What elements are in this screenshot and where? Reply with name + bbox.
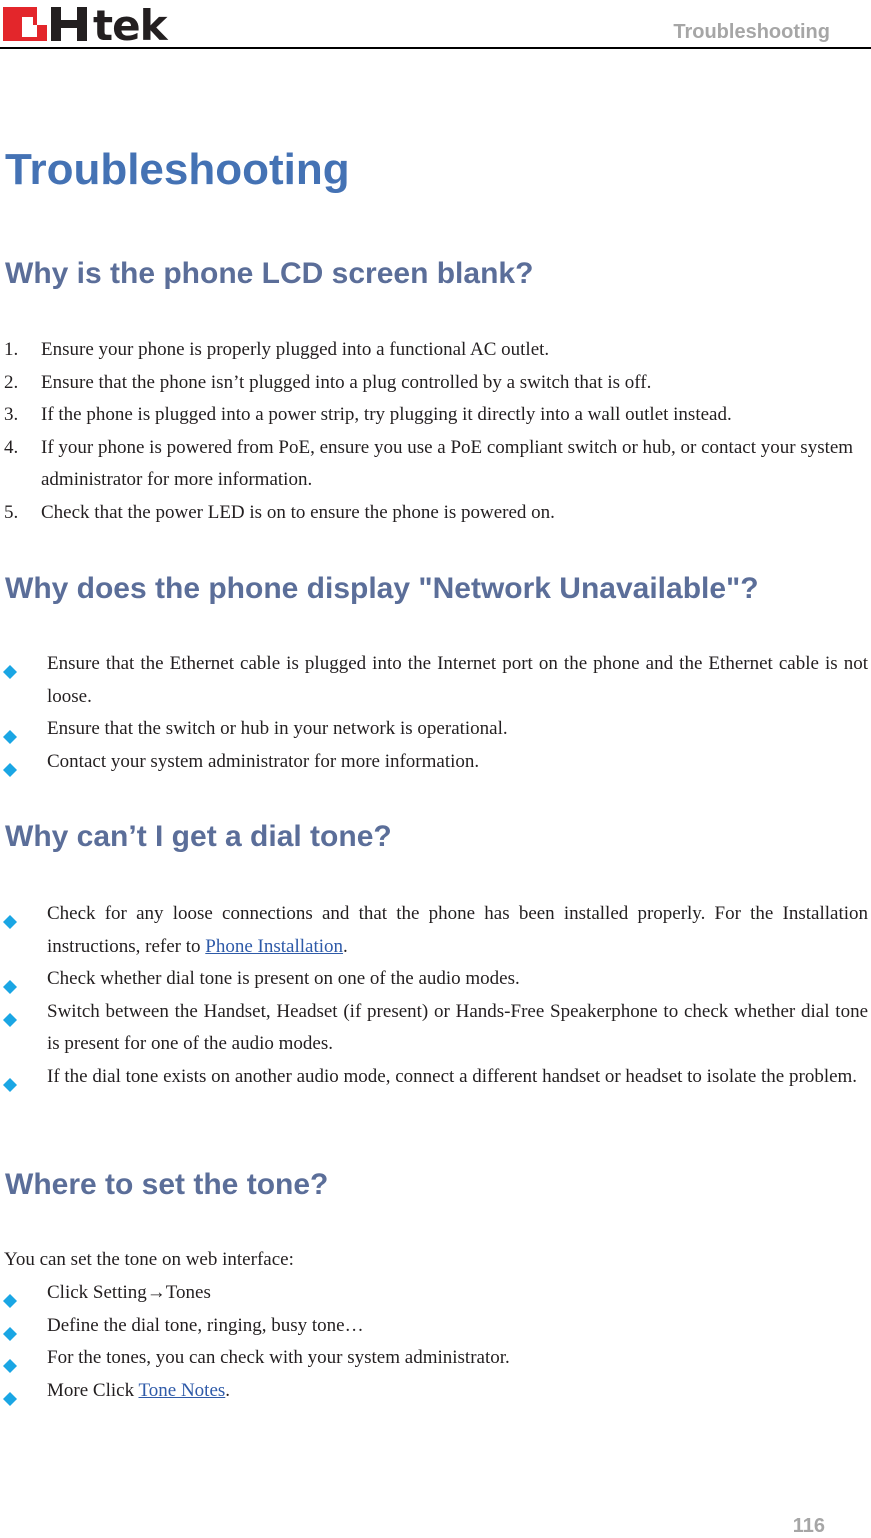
list-item: 1. Ensure your phone is properly plugged into a functional AC outlet. — [4, 339, 550, 360]
bullet-icon — [3, 1071, 17, 1085]
section-heading-lcd-blank: Why is the phone LCD screen blank? — [5, 257, 534, 290]
list-item: Define the dial tone, ringing, busy tone… — [0, 1310, 868, 1343]
page-title: Troubleshooting — [5, 145, 350, 194]
bullet-icon — [3, 908, 17, 922]
header-divider — [0, 47, 871, 49]
list-item: Click Setting→Tones — [0, 1277, 868, 1310]
section-heading-network-unavailable: Why does the phone display "Network Unavailable"? — [5, 572, 759, 605]
list-item: Ensure that the Ethernet cable is plugged into the Internet port on the phone and the Ethernet cable is not loose. — [0, 648, 868, 713]
page-header — [0, 0, 871, 50]
bullet-icon — [3, 1006, 17, 1020]
list-item: Ensure that the switch or hub in your network is operational. — [0, 713, 868, 746]
network-unavailable-tips — [0, 648, 868, 778]
arrow-right-icon: → — [146, 1282, 166, 1303]
htek-logo — [3, 5, 193, 43]
set-tone-intro: You can set the tone on web interface: — [4, 1249, 294, 1270]
header-section-title: Troubleshooting — [673, 21, 830, 43]
page-number: 116 — [792, 1515, 825, 1537]
list-item: 3. If the phone is plugged into a power strip, try plugging it directly into a wall outlet instead. — [4, 404, 732, 425]
list-item: For the tones, you can check with your system administrator. — [0, 1342, 868, 1375]
bullet-icon — [3, 1352, 17, 1366]
phone-installation-link[interactable]: Phone Installation — [205, 935, 344, 957]
bullet-icon — [3, 1287, 17, 1301]
list-item: Check for any loose connections and that the phone has been installed properly. For the Installation instructions, refer to Phone Installation. — [0, 898, 868, 963]
lcd-blank-steps — [0, 334, 868, 529]
tone-notes-link[interactable]: Tone Notes — [138, 1379, 226, 1401]
bullet-icon — [3, 756, 17, 770]
list-item: Contact your system administrator for more information. — [0, 746, 868, 779]
svg-text:tek: tek — [93, 5, 167, 43]
bullet-icon — [3, 973, 17, 987]
bullet-icon — [3, 658, 17, 672]
list-item: 4. If your phone is powered from PoE, ensure you use a PoE compliant switch or hub, or contact your system administrator for more information. — [4, 436, 854, 490]
list-item: 5. Check that the power LED is on to ensure the phone is powered on. — [4, 501, 555, 523]
list-item: Switch between the Handset, Headset (if present) or Hands-Free Speakerphone to check whether dial tone is present for one of the audio modes. — [0, 996, 868, 1061]
bullet-icon — [3, 1320, 17, 1334]
dial-tone-tips — [0, 898, 868, 1093]
bullet-icon — [3, 723, 17, 737]
section-heading-set-tone: Where to set the tone? — [5, 1168, 329, 1201]
list-item: If the dial tone exists on another audio mode, connect a different handset or headset to isolate the problem. — [0, 1061, 868, 1094]
list-item: More Click Tone Notes. — [0, 1375, 868, 1408]
set-tone-steps — [0, 1277, 868, 1407]
section-heading-dial-tone: Why can’t I get a dial tone? — [5, 820, 392, 853]
list-item: 2. Ensure that the phone isn’t plugged into a plug controlled by a switch that is off. — [4, 371, 652, 393]
list-item: Check whether dial tone is present on one of the audio modes. — [0, 963, 868, 996]
bullet-icon — [3, 1385, 17, 1399]
